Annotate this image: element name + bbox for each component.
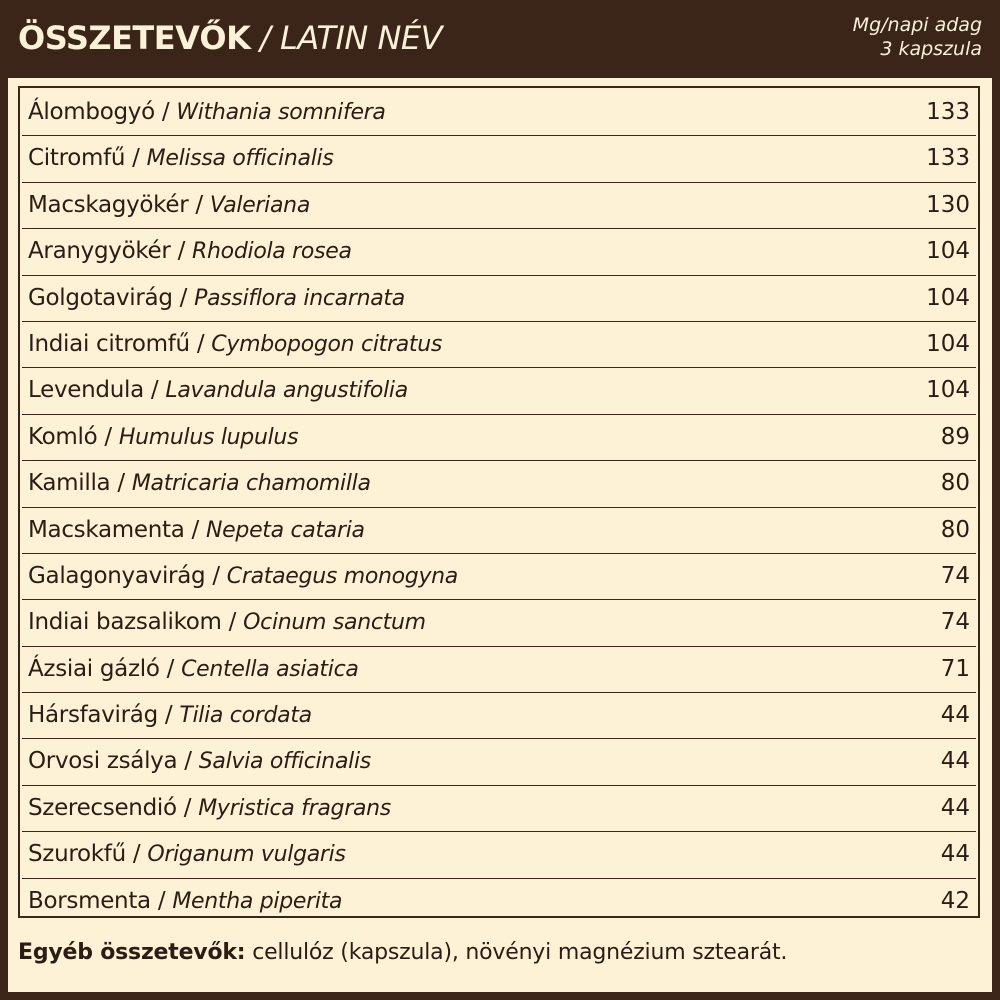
ingredient-hungarian-name: Álombogyó [28,99,155,125]
ingredient-hungarian-name: Hársfavirág [28,702,158,729]
ingredient-mg-value: 130 [926,191,970,218]
table-row [22,647,976,693]
ingredient-mg-value: 44 [940,702,970,729]
ingredient-hungarian-name: Aranygyökér [28,238,171,265]
ingredient-latin-name: Tilia cordata [179,703,312,729]
ingredient-mg-value: 104 [926,330,970,357]
ingredient-name-cell [28,99,386,125]
ingredient-name-cell [28,563,458,589]
name-separator: / [125,841,148,868]
name-separator: / [110,470,132,497]
ingredient-latin-name: Passiflora incarnata [194,285,405,311]
table-row [22,786,976,832]
table-row [22,739,976,785]
table-row [22,415,976,461]
ingredient-hungarian-name: Macskagyökér [28,191,189,218]
ingredient-name-cell [28,238,352,264]
ingredient-mg-value: 89 [940,423,970,450]
ingredient-hungarian-name: Orvosi zsálya [28,748,178,775]
ingredient-mg-value: 42 [940,887,970,914]
ingredient-hungarian-name: Levendula [28,377,144,404]
ingredient-mg-value: 104 [926,284,970,311]
table-row [22,693,976,739]
ingredient-latin-name: Mentha piperita [172,888,343,914]
ingredient-mg-value: 133 [926,145,970,172]
ingredient-hungarian-name: Indiai bazsalikom [28,609,222,636]
ingredient-latin-name: Centella asiatica [181,656,359,682]
other-ingredients-text: cellulóz (kapszula), növényi magnézium sztearát. [245,940,788,965]
ingredient-mg-value: 133 [926,99,970,125]
name-separator: / [154,99,177,125]
name-separator: / [176,794,199,821]
ingredient-name-cell [28,377,408,403]
ingredient-latin-name: Myristica fragrans [198,795,391,821]
ingredient-mg-value: 44 [940,841,970,868]
other-ingredients [18,940,787,965]
name-separator: / [143,377,166,404]
ingredient-name-cell [28,470,371,496]
title-latin: LATIN NÉV [280,19,443,57]
ingredient-latin-name: Cymbopogon citratus [211,331,443,357]
ingredient-hungarian-name: Macskamenta [28,516,185,543]
ingredient-latin-name: Salvia officinalis [198,749,371,775]
ingredient-name-cell [28,517,365,543]
ingredient-latin-name: Humulus lupulus [118,424,299,450]
ingredient-name-cell [28,192,310,218]
table-row [22,368,976,414]
table-row [22,183,976,229]
other-ingredients-label: Egyéb összetevők: [18,940,246,965]
dose-line-1: Mg/napi adag [852,14,982,36]
ingredient-hungarian-name: Borsmenta [28,887,151,914]
table-row [22,508,976,554]
ingredient-hungarian-name: Komló [28,423,98,450]
ingredient-hungarian-name: Ázsiai gázló [28,655,160,682]
ingredients-rows [22,90,976,914]
ingredient-name-cell [28,424,298,450]
title-separator: / [250,19,280,57]
ingredient-latin-name: Withania somnifera [176,100,386,125]
name-separator: / [189,330,212,357]
ingredient-mg-value: 104 [926,377,970,404]
ingredient-latin-name: Valeriana [209,192,310,218]
name-separator: / [97,423,119,450]
header-bar [0,0,1000,78]
ingredient-name-cell [28,609,426,635]
name-separator: / [125,145,147,172]
ingredient-hungarian-name: Szurokfű [28,841,126,868]
ingredients-table [18,86,980,918]
table-row [22,832,976,878]
name-separator: / [157,702,180,729]
ingredient-name-cell [28,795,391,821]
name-separator: / [172,284,195,311]
table-row [22,554,976,600]
ingredient-mg-value: 44 [940,794,970,821]
table-row [22,879,976,925]
ingredient-latin-name: Ocinum sanctum [243,610,426,636]
name-separator: / [159,655,182,682]
ingredient-mg-value: 80 [940,470,970,497]
ingredient-hungarian-name: Golgotavirág [28,284,173,311]
table-row [22,600,976,646]
name-separator: / [177,748,199,775]
name-separator: / [205,562,227,589]
ingredient-latin-name: Origanum vulgaris [147,842,346,868]
table-row [22,229,976,275]
title-hungarian: ÖSSZETEVŐK [18,19,251,57]
table-row [22,276,976,322]
name-separator: / [221,609,244,636]
ingredient-latin-name: Matricaria chamomilla [131,471,371,497]
ingredient-mg-value: 80 [940,516,970,543]
ingredient-name-cell [28,656,359,682]
name-separator: / [184,516,207,543]
ingredient-latin-name: Melissa officinalis [146,146,334,172]
ingredient-name-cell [28,702,312,728]
table-row [22,461,976,507]
ingredient-name-cell [28,331,442,357]
table-row [22,90,976,136]
ingredient-latin-name: Crataegus monogyna [226,563,458,589]
ingredient-name-cell [28,841,346,867]
ingredient-hungarian-name: Kamilla [28,470,111,497]
ingredient-hungarian-name: Citromfű [28,145,126,172]
content-panel [8,78,992,992]
ingredient-name-cell [28,285,405,311]
ingredient-latin-name: Nepeta cataria [206,517,365,543]
ingredient-latin-name: Rhodiola rosea [192,239,352,265]
ingredient-hungarian-name: Galagonyavirág [28,562,206,589]
table-row [22,136,976,182]
ingredient-hungarian-name: Szerecsendió [28,794,177,821]
name-separator: / [150,887,173,914]
table-row [22,322,976,368]
ingredient-mg-value: 71 [940,655,970,682]
ingredient-latin-name: Lavandula angustifolia [165,378,408,404]
header-title [18,19,442,57]
dose-line-2: 3 kapszula [880,38,982,60]
name-separator: / [170,238,193,265]
ingredient-mg-value: 74 [940,562,970,589]
ingredient-mg-value: 104 [926,238,970,265]
dose-header [853,13,982,61]
ingredient-name-cell [28,145,333,171]
ingredient-name-cell [28,888,342,914]
ingredient-name-cell [28,748,371,774]
ingredient-hungarian-name: Indiai citromfű [28,330,190,357]
ingredient-mg-value: 44 [940,748,970,775]
ingredient-mg-value: 74 [940,609,970,636]
name-separator: / [188,191,210,218]
